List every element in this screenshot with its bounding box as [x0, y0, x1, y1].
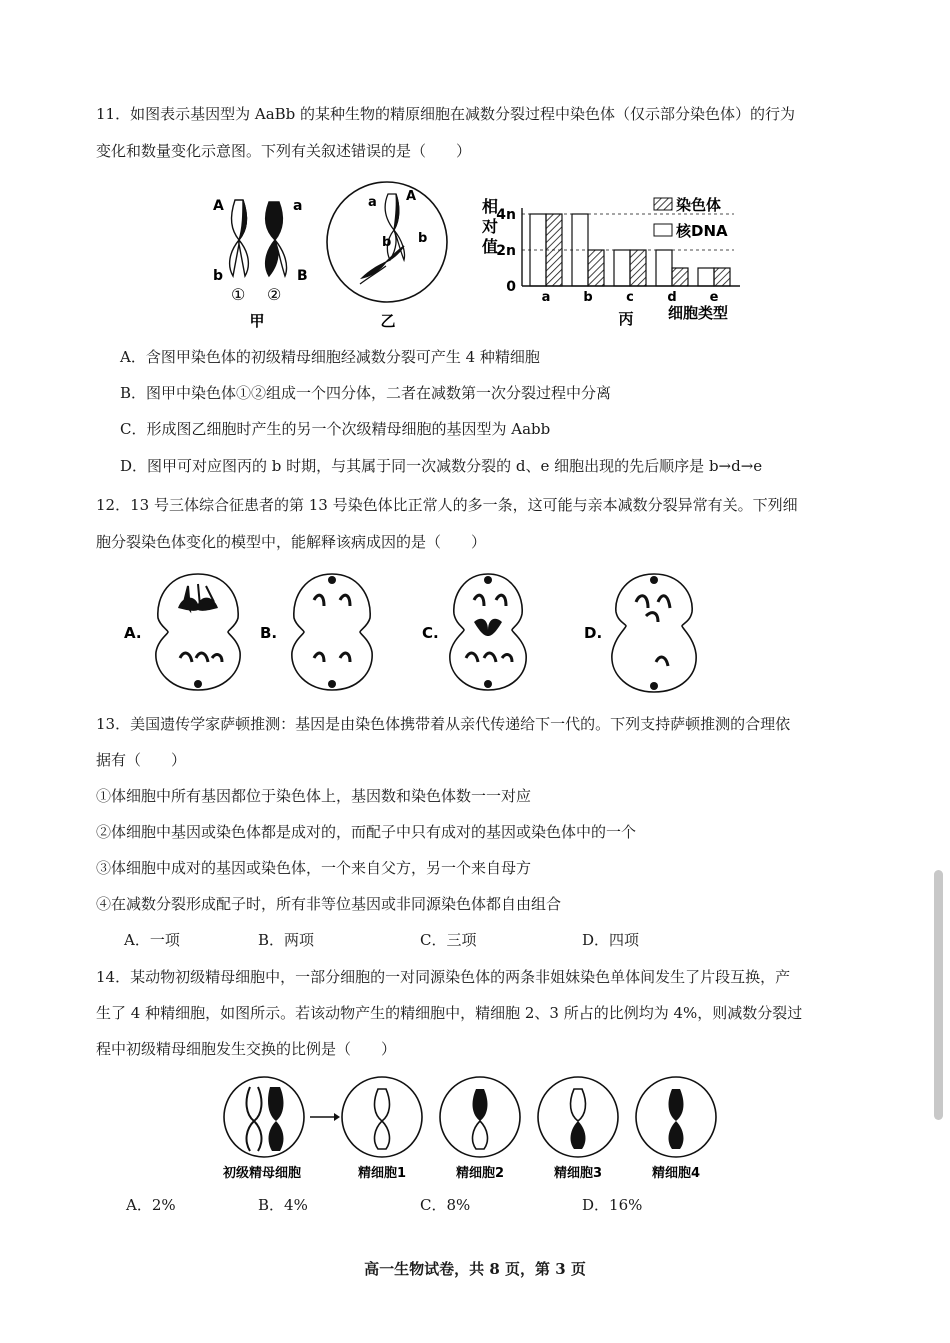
q12-stem-line2: 胞分裂染色体变化的模型中，能解释该病成因的是（ ） — [96, 533, 487, 551]
q12-label-A[interactable]: A. — [124, 624, 142, 642]
q13-stem-line2: 据有（ ） — [96, 751, 187, 769]
y-tick-2n: 2n — [496, 243, 516, 259]
sperm-cell-2 — [440, 1077, 520, 1157]
legend-label-chromosome: 染色体 — [676, 196, 722, 214]
q14-stem-line3: 程中初级精母细胞发生交换的比例是（ ） — [96, 1040, 397, 1058]
yi-chromosome-small — [360, 246, 404, 284]
chromosome-1 — [230, 200, 249, 276]
q12-label-B[interactable]: B. — [260, 624, 278, 642]
category-label-d: d — [667, 290, 677, 305]
q12-cell-B — [292, 574, 372, 690]
bar-chromosome-c — [630, 250, 646, 286]
caption-sperm-2: 精细胞2 — [455, 1166, 505, 1181]
q12-figures — [118, 566, 718, 696]
bar-dna-d — [656, 250, 672, 286]
q13-item-1: ①体细胞中所有基因都位于染色体上，基因数和染色体数一一对应 — [96, 787, 532, 805]
yi-gene-A: A — [406, 189, 417, 204]
x-axis-label: 细胞类型 — [667, 304, 729, 322]
q12-label-C[interactable]: C. — [422, 624, 439, 642]
q13-item-4: ④在减数分裂形成配子时，所有非等位基因或非同源染色体都自由组合 — [96, 895, 562, 913]
q11-option-A[interactable]: A．含图甲染色体的初级精母细胞经减数分裂可产生 4 种精细胞 — [120, 348, 540, 366]
q14-option-B[interactable]: B．4% — [258, 1196, 308, 1214]
caption-primary-spermatocyte: 初级精母细胞 — [222, 1166, 302, 1181]
q11-option-B[interactable]: B．图甲中染色体①②组成一个四分体，二者在减数第一次分裂过程中分离 — [120, 384, 612, 402]
y-tick-4n: 4n — [496, 207, 516, 223]
figure-yi-label: 乙 — [380, 312, 396, 330]
arrow-head — [334, 1113, 340, 1121]
bar-dna-b — [572, 214, 588, 286]
q13-item-2: ②体细胞中基因或染色体都是成对的，而配子中只有成对的基因或染色体中的一个 — [96, 823, 637, 841]
sperm-cell-4 — [636, 1077, 716, 1157]
ylabel-char-2: 对 — [482, 217, 499, 236]
yi-gene-a: a — [368, 195, 377, 210]
gene-label-B: B — [297, 268, 308, 284]
chromosome-number-1: ① — [231, 285, 246, 304]
ylabel-char-1: 相 — [482, 197, 499, 216]
q14-option-A[interactable]: A．2% — [126, 1196, 176, 1214]
caption-sperm-1: 精细胞1 — [357, 1166, 407, 1181]
q12-label-D[interactable]: D. — [584, 624, 603, 642]
q11-option-C[interactable]: C．形成图乙细胞时产生的另一个次级精母细胞的基因型为 Aabb — [120, 420, 551, 438]
q14-stem-line2: 生了 4 种精细胞，如图所示。若该动物产生的精细胞中，精细胞 2、3 所占的比例均为 4%，则减数分裂过 — [96, 1004, 803, 1022]
q11-stem-line1: 11．如图表示基因型为 AaBb 的某种生物的精原细胞在减数分裂过程中染色体（仅示部分染色体）的行为 — [96, 105, 796, 123]
chromosome-number-2: ② — [267, 285, 282, 304]
gene-label-a: a — [293, 198, 303, 214]
q12-cell-D — [612, 574, 696, 692]
q14-option-C[interactable]: C．8% — [420, 1196, 471, 1214]
q14-option-D[interactable]: D．16% — [582, 1196, 643, 1214]
q13-option-B[interactable]: B．两项 — [258, 931, 315, 949]
bar-dna-c — [614, 250, 630, 286]
bar-dna-e — [698, 268, 714, 286]
legend-swatch-dna — [654, 224, 672, 236]
category-label-c: c — [626, 290, 634, 305]
category-label-a: a — [541, 290, 551, 305]
figure-jia-label: 甲 — [249, 312, 265, 330]
sperm-cell-3 — [538, 1077, 618, 1157]
q12-cell-C — [450, 574, 526, 690]
category-label-b: b — [583, 290, 593, 305]
bar-chromosome-e — [714, 268, 730, 286]
legend-label-dna: 核DNA — [676, 222, 728, 240]
figure-bing-label: 丙 — [618, 310, 634, 328]
figure-jia — [205, 188, 315, 328]
page-footer: 高一生物试卷，共 8 页，第 3 页 — [364, 1260, 586, 1278]
ylabel-char-3: 值 — [482, 237, 499, 256]
chromosome-2 — [266, 202, 287, 276]
primary-spermatocyte-cell — [224, 1077, 304, 1157]
q13-option-A[interactable]: A．一项 — [124, 931, 180, 949]
bar-dna-a — [530, 214, 546, 286]
q13-stem-line1: 13．美国遗传学家萨顿推测：基因是由染色体携带着从亲代传递给下一代的。下列支持萨顿推测的合理依 — [96, 715, 791, 733]
gene-label-b: b — [213, 268, 224, 284]
caption-sperm-4: 精细胞4 — [651, 1166, 701, 1181]
figure-bing-chart — [478, 190, 758, 330]
caption-sperm-3: 精细胞3 — [553, 1166, 603, 1181]
q12-cell-A — [156, 574, 240, 690]
q14-figures — [222, 1075, 722, 1185]
q13-item-3: ③体细胞中成对的基因或染色体，一个来自父方，另一个来自母方 — [96, 859, 532, 877]
vertical-scrollbar[interactable] — [934, 870, 943, 1120]
bar-chromosome-b — [588, 250, 604, 286]
chart-svg — [478, 190, 758, 330]
q14-stem-line1: 14．某动物初级精母细胞中，一部分细胞的一对同源染色体的两条非姐妹染色单体间发生了片段互换，产 — [96, 968, 791, 986]
q11-stem-line2: 变化和数量变化示意图。下列有关叙述错误的是（ ） — [96, 142, 472, 160]
yi-gene-b1: b — [418, 231, 428, 246]
q13-option-C[interactable]: C．三项 — [420, 931, 477, 949]
sperm-cell-1 — [342, 1077, 422, 1157]
legend-swatch-chromosome — [654, 198, 672, 210]
y-tick-0: 0 — [506, 279, 516, 295]
gene-label-A: A — [213, 198, 224, 214]
figure-yi — [320, 180, 455, 328]
q13-option-D[interactable]: D．四项 — [582, 931, 640, 949]
bar-chromosome-d — [672, 268, 688, 286]
q12-stem-line1: 12．13 号三体综合征患者的第 13 号染色体比正常人的多一条，这可能与亲本减数分裂异常有关。下列细 — [96, 496, 798, 514]
q11-option-D[interactable]: D．图甲可对应图丙的 b 时期，与其属于同一次减数分裂的 d、e 细胞出现的先后顺序是 b→d→e — [120, 457, 763, 475]
yi-gene-b2: b — [382, 235, 392, 250]
category-label-e: e — [709, 290, 719, 305]
